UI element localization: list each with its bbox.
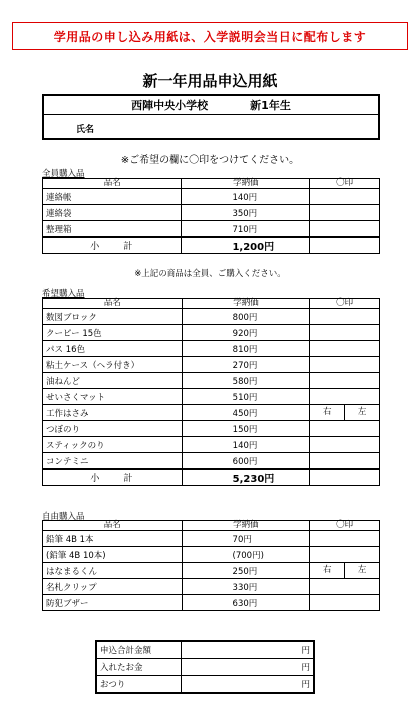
- item-name: コンテミニ: [43, 453, 183, 470]
- mark-cell[interactable]: [310, 373, 380, 389]
- mark-cell[interactable]: [310, 325, 380, 341]
- header-item: 品名: [43, 299, 183, 309]
- item-row: [43, 205, 380, 221]
- item-price: 510円: [182, 389, 310, 405]
- subtotal-label: 小 計: [43, 237, 182, 254]
- item-row: [43, 341, 380, 357]
- mark-cell[interactable]: [310, 221, 380, 238]
- item-name: 名札クリップ: [43, 579, 183, 595]
- item-row: [43, 389, 380, 405]
- item-price: 630円: [182, 595, 310, 611]
- mark-cell[interactable]: [310, 309, 380, 325]
- item-name: (鉛筆 4B 10本): [43, 547, 183, 563]
- item-name: スティックのり: [43, 437, 183, 453]
- item-price: 920円: [182, 325, 310, 341]
- free-items-table: [42, 520, 380, 611]
- total-row: [96, 676, 314, 694]
- school-info-box: [42, 94, 380, 140]
- item-price: 580円: [182, 373, 310, 389]
- item-price: 710円: [182, 221, 310, 238]
- mark-cell[interactable]: [310, 189, 380, 205]
- item-name: クーピー 15色: [43, 325, 183, 341]
- item-price: 70円: [182, 531, 310, 547]
- item-name: 工作はさみ: [43, 405, 183, 421]
- item-name: 連絡帳: [43, 189, 182, 205]
- header-mark: 〇印: [310, 521, 380, 531]
- subtotal-value: 1,200円: [182, 237, 310, 254]
- total-label: おつり: [96, 676, 181, 694]
- mark-cell[interactable]: [310, 547, 380, 563]
- instruction-notice: ※ご希望の欄に〇印をつけてください。: [120, 155, 300, 166]
- item-price: 150円: [182, 421, 310, 437]
- item-row: [43, 563, 380, 579]
- optional-items-table: [42, 298, 380, 486]
- subtotal-label: 小 計: [43, 469, 183, 486]
- mark-cell[interactable]: [310, 421, 380, 437]
- total-row: [96, 641, 314, 659]
- item-name: 整理箱: [43, 221, 182, 238]
- page-title: 新一年用品申込用紙: [142, 72, 278, 90]
- item-row: [43, 325, 380, 341]
- header-item: 品名: [43, 179, 182, 189]
- mark-cell[interactable]: [310, 357, 380, 373]
- school-row: [44, 96, 378, 115]
- section-title-required: 全員購入品: [42, 169, 85, 179]
- school-name: 西陣中央小学校: [131, 99, 209, 112]
- item-name: パス 16色: [43, 341, 183, 357]
- item-row: [43, 437, 380, 453]
- required-items-table: [42, 178, 380, 254]
- item-name: はなまるくん: [43, 563, 183, 579]
- item-name: 油ねんど: [43, 373, 183, 389]
- subtotal-mark-cell: [310, 469, 380, 486]
- header-price: 学納価: [182, 299, 310, 309]
- section-title-free: 自由購入品: [42, 512, 85, 522]
- header-item: 品名: [43, 521, 183, 531]
- mark-cell[interactable]: [310, 205, 380, 221]
- student-name-row[interactable]: [44, 115, 378, 141]
- announcement-banner: 学用品の申し込み用紙は、入学説明会当日に配布します: [12, 22, 408, 50]
- total-label: 入れたお金: [96, 659, 181, 676]
- item-row: [43, 405, 380, 421]
- item-name: 鉛筆 4B 1本: [43, 531, 183, 547]
- payment-totals-table: [95, 640, 315, 694]
- subtotal-mark-cell: [310, 237, 380, 254]
- mark-cell[interactable]: [310, 563, 380, 579]
- item-price: 810円: [182, 341, 310, 357]
- amount-field[interactable]: 円: [181, 659, 314, 676]
- item-row: [43, 309, 380, 325]
- header-price: 学納価: [182, 179, 310, 189]
- mark-cell[interactable]: [310, 579, 380, 595]
- item-price: 350円: [182, 205, 310, 221]
- item-row: [43, 579, 380, 595]
- left-hand-option[interactable]: 左: [344, 405, 379, 420]
- item-price: 800円: [182, 309, 310, 325]
- item-name: 粘土ケース（ヘラ付き）: [43, 357, 183, 373]
- item-name: せいさくマット: [43, 389, 183, 405]
- section-title-optional: 希望購入品: [42, 289, 85, 299]
- mark-cell[interactable]: [310, 437, 380, 453]
- mark-cell[interactable]: [310, 405, 380, 421]
- mark-cell[interactable]: [310, 389, 380, 405]
- item-name: 数図ブロック: [43, 309, 183, 325]
- right-hand-option[interactable]: 右: [322, 565, 332, 575]
- item-name: 防犯ブザー: [43, 595, 183, 611]
- total-label: 申込合計金額: [96, 641, 181, 659]
- item-price: 250円: [182, 563, 310, 579]
- item-row: [43, 531, 380, 547]
- amount-field[interactable]: 円: [181, 676, 314, 694]
- item-price: 330円: [182, 579, 310, 595]
- name-label: 氏名: [76, 124, 95, 135]
- item-row: [43, 373, 380, 389]
- item-row: [43, 453, 380, 470]
- subtotal-row: [43, 469, 380, 486]
- amount-field[interactable]: 円: [181, 641, 314, 659]
- item-row: [43, 189, 380, 205]
- item-row: [43, 547, 380, 563]
- item-row: [43, 421, 380, 437]
- total-row: [96, 659, 314, 676]
- mark-cell[interactable]: [310, 595, 380, 611]
- required-note: ※上記の商品は全員、ご購入ください。: [134, 269, 286, 279]
- left-hand-option[interactable]: 左: [344, 563, 379, 578]
- item-price: 140円: [182, 189, 310, 205]
- item-price: 270円: [182, 357, 310, 373]
- grade-label: 新1年生: [250, 99, 291, 112]
- header-mark: 〇印: [310, 179, 380, 189]
- item-price: 450円: [182, 405, 310, 421]
- item-price: (700円): [182, 547, 310, 563]
- item-row: [43, 221, 380, 238]
- right-hand-option[interactable]: 右: [323, 407, 332, 417]
- item-row: [43, 357, 380, 373]
- item-price: 140円: [182, 437, 310, 453]
- mark-cell[interactable]: [310, 531, 380, 547]
- mark-cell[interactable]: [310, 453, 380, 470]
- item-price: 600円: [182, 453, 310, 470]
- subtotal-value: 5,230円: [182, 469, 310, 486]
- header-price: 学納価: [182, 521, 310, 531]
- item-row: [43, 595, 380, 611]
- subtotal-row: [43, 237, 380, 254]
- item-name: 連絡袋: [43, 205, 182, 221]
- item-name: つぼのり: [43, 421, 183, 437]
- mark-cell[interactable]: [310, 341, 380, 357]
- header-mark: 〇印: [310, 299, 380, 309]
